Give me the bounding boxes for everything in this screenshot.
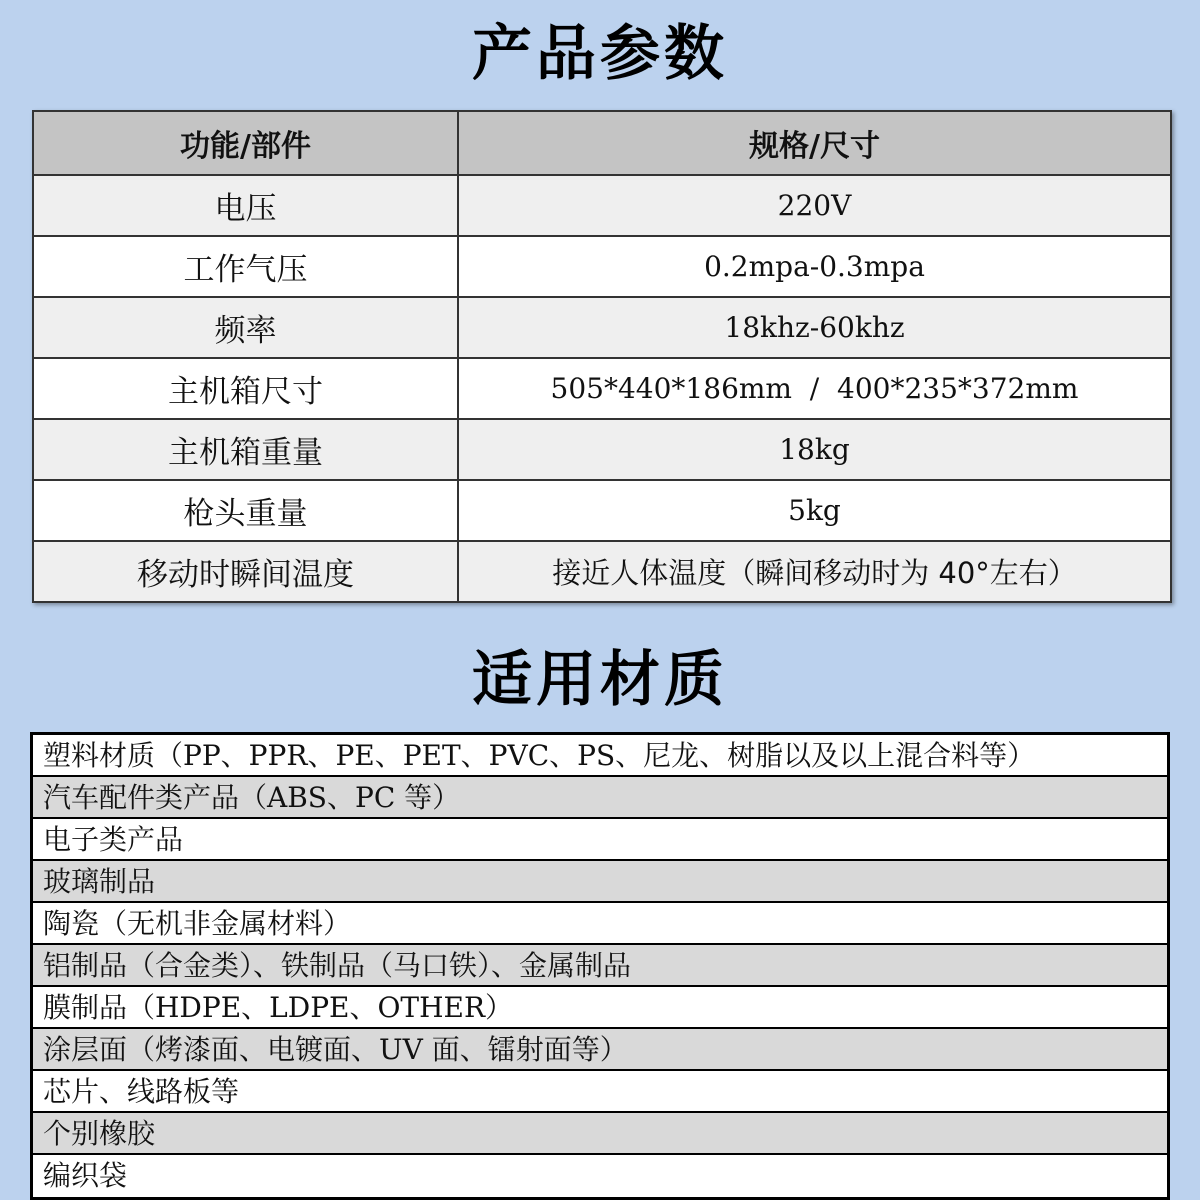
table-row xyxy=(33,175,1171,236)
table-row xyxy=(33,297,1171,358)
list-item: 芯片、线路板等 xyxy=(33,1071,1167,1113)
list-item: 编织袋 xyxy=(43,1159,128,1192)
row-value: 5kg xyxy=(458,480,1171,541)
row-value: 220V xyxy=(458,175,1171,236)
list-item: 汽车配件类产品（ABS、PC 等） xyxy=(33,777,1167,819)
row-value: 18khz-60khz xyxy=(458,297,1171,358)
materials-section-title: 适用材质 xyxy=(472,645,728,715)
list-item: 铝制品（合金类）、铁制品（马口铁）、金属制品 xyxy=(33,945,1167,987)
table-row xyxy=(33,236,1171,297)
row-name: 移动时瞬间温度 xyxy=(33,541,458,602)
row-name: 电压 xyxy=(33,175,458,236)
header-spec: 规格/尺寸 xyxy=(458,111,1171,175)
row-value: 18kg xyxy=(458,419,1171,480)
spec-section-title: 产品参数 xyxy=(472,19,728,89)
list-item: 玻璃制品 xyxy=(33,861,1167,903)
row-value: 505*440*186mm / 400*235*372mm xyxy=(458,358,1171,419)
list-item: 个别橡胶 xyxy=(33,1113,1167,1155)
list-item: 膜制品（HDPE、LDPE、OTHER） xyxy=(33,987,1167,1029)
row-name: 工作气压 xyxy=(33,236,458,297)
list-item: 涂层面（烤漆面、电镀面、UV 面、镭射面等） xyxy=(33,1029,1167,1071)
table-row xyxy=(33,358,1171,419)
header-function: 功能/部件 xyxy=(33,111,458,175)
list-item: 塑料材质（PP、PPR、PE、PET、PVC、PS、尼龙、树脂以及以上混合料等） xyxy=(33,735,1167,777)
row-name: 枪头重量 xyxy=(33,480,458,541)
row-value: 接近人体温度（瞬间移动时为 40°左右） xyxy=(458,541,1171,602)
list-item: 电子类产品 xyxy=(33,819,1167,861)
spec-table xyxy=(32,110,1172,603)
table-row xyxy=(33,541,1171,602)
row-name: 频率 xyxy=(33,297,458,358)
row-value: 0.2mpa-0.3mpa xyxy=(458,236,1171,297)
row-name: 主机箱尺寸 xyxy=(33,358,458,419)
list-item: 陶瓷（无机非金属材料） xyxy=(33,903,1167,945)
row-name: 主机箱重量 xyxy=(33,419,458,480)
table-row xyxy=(33,419,1171,480)
spec-table-header-row xyxy=(33,111,1171,175)
materials-list xyxy=(30,732,1170,1200)
table-row xyxy=(33,480,1171,541)
